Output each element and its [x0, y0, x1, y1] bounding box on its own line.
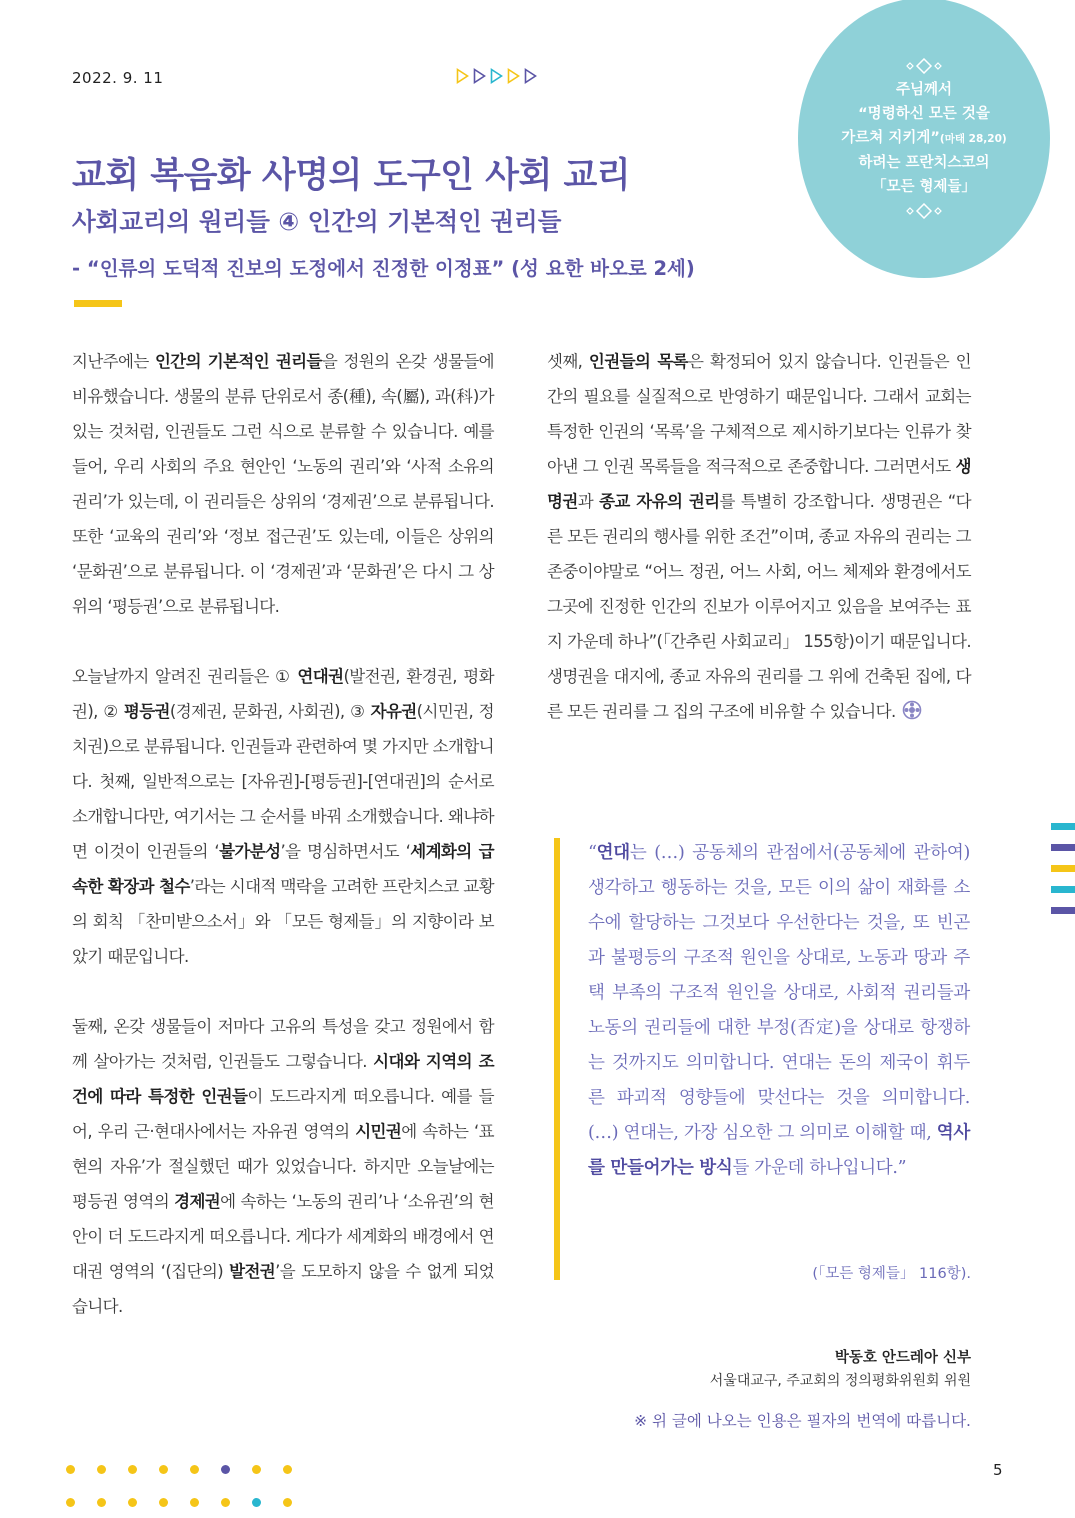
dot-ornament: [66, 1459, 314, 1478]
badge-line: 주님께서: [895, 81, 953, 98]
flower-end-mark-icon: [902, 700, 922, 720]
page-subtitle-quote: - “인류의 도덕적 진보의 도정에서 진정한 이정표” (성 요한 바오로 2세): [72, 257, 695, 280]
page-title: 교회 복음화 사명의 도구인 사회 교리: [72, 156, 631, 196]
play-arrow-icon: [524, 68, 537, 84]
badge-line: 가르쳐 지키게”(마태 28,20): [841, 129, 1007, 146]
play-arrow-icon: [507, 68, 520, 84]
paragraph: 둘째, 온갖 생물들이 저마다 고유의 특성을 갖고 정원에서 함께 살아가는 것처럼, 인권들도 그렇습니다. 시대와 지역의 조건에 따라 특정한 인권들이 도드라지게 떠오릅니다. 예를 들어, 우리 근·현대사에서는 자유권 영역의 시민권에 속하는 ‘표현의 자유’가 절실했던 때가 있었습니다. 하지만 오늘날에는 평등권 영역의 경제권에 속하는 ‘노동의 권리’나 ‘소유권’의 현안이 더 도드라지게 떠오릅니다. 게다가 세계화의 배경에서 연대권 영역의 ‘(집단의) 발전권’을 도모하지 않을 수 없게 되었습니다.: [72, 1017, 495, 1316]
issue-date: 2022. 9. 11: [72, 69, 164, 87]
page-number: 5: [993, 1461, 1003, 1479]
block-quote: “연대는 (…) 공동체의 관점에서(공동체에 관하여) 생각하고 행동하는 것을, 모든 이의 삶이 재화를 소수에 할당하는 그것보다 우선한다는 것을, 또 빈곤과 불평등의 구조적 원인을 상대로, 노동과 땅과 주택 부족의 구조적 원인을 상대로, 사회적 권리들과 노동의 권리들에 대한 부정(否定)을 상대로 항쟁하는 것까지도 의미합니다. 연대는 돈의 제국이 휘두른 파괴적 영향들에 맞선다는 것을 의미합니다. (…) 연대는, 가장 심오한 그 의미로 이해할 때, 역사를 만들어가는 방식들 가운데 하나입니다.”: [588, 843, 970, 1178]
paragraph: 셋째, 인권들의 목록은 확정되어 있지 않습니다. 인권들은 인간의 필요를 실질적으로 반영하기 때문입니다. 그래서 교회는 특정한 인권의 ‘목록’을 구체적으로 제시하기보다는 인류가 찾아낸 그 인권 목록들을 적극적으로 존중합니다. 그러면서도 생명권과 종교 자유의 권리를 특별히 강조합니다. 생명권은 “다른 모든 권리의 행사를 위한 조건”이며, 종교 자유의 권리는 그 존중이야말로 “어느 정권, 어느 사회, 어느 체제와 환경에서도 그곳에 진정한 인간의 진보가 이루어지고 있음을 보여주는 표지 가운데 하나”(「간추린 사회교리」 155항)이기 때문입니다. 생명권을 대지에, 종교 자유의 권리를 그 위에 건축된 집에, 다른 모든 권리를 그 집의 구조에 비유할 수 있습니다.: [547, 352, 972, 721]
author-name: 박동호 안드레아 신부: [834, 1350, 971, 1366]
quote-source: (「모든 형제들」 116항).: [812, 1266, 971, 1282]
page-subtitle: 사회교리의 원리들 ④ 인간의 기본적인 권리들: [72, 207, 562, 236]
paragraph: 지난주에는 인간의 기본적인 권리들을 정원의 온갖 생물들에 비유했습니다. 생물의 분류 단위로서 종(種), 속(屬), 과(科)가 있는 것처럼, 인권들도 그런 식으로 분류할 수 있습니다. 예를 들어, 우리 사회의 주요 현안인 ‘노동의 권리’와 ‘사적 소유의 권리’가 있는데, 이 권리들은 상위의 ‘경제권’으로 분류됩니다. 또한 ‘교육의 권리’와 ‘정보 접근권’도 있는데, 이들은 상위의 ‘문화권’으로 분류됩니다. 이 ‘경제권’과 ‘문화권’은 다시 그 상위의 ‘평등권’으로 분류됩니다.: [72, 352, 495, 616]
quote-bar: [554, 838, 560, 1280]
right-column: [547, 344, 971, 764]
translation-note: ※ 위 글에 나오는 인용은 필자의 번역에 따릅니다.: [634, 1412, 971, 1430]
badge-line: “명령하신 모든 것을: [858, 105, 990, 122]
diamond-ornament-icon: [896, 203, 952, 219]
side-stripes: [1051, 823, 1075, 928]
scripture-badge: [798, 0, 1050, 278]
play-arrow-icon: [473, 68, 486, 84]
arrow-ornament: [456, 68, 537, 84]
paragraph: 오늘날까지 알려진 권리들은 ① 연대권(발전권, 환경권, 평화권), ② 평등권(경제권, 문화권, 사회권), ③ 자유권(시민권, 정치권)으로 분류됩니다. 인권들과 관련하여 몇 가지만 소개합니다. 첫째, 일반적으로는 [자유권]-[평등권]-[연대권]의 순서로 소개합니다만, 여기서는 그 순서를 바꿔 소개했습니다. 왜냐하면 이것이 인권들의 ‘불가분성’을 명심하면서도 ‘세계화의 급속한 확장과 철수’라는 시대적 맥락을 고려한 프란치스코 교황의 회칙 「찬미받으소서」와 「모든 형제들」의 지향이라 보았기 때문입니다.: [72, 667, 495, 966]
play-arrow-icon: [490, 68, 503, 84]
dot-ornament: [66, 1492, 314, 1511]
author-role: 서울대교구, 주교회의 정의평화위원회 위원: [709, 1373, 971, 1389]
left-column: [72, 344, 494, 1359]
accent-bar: [74, 300, 122, 307]
badge-line: 「모든 형제들」: [871, 178, 977, 195]
diamond-ornament-icon: [896, 58, 952, 74]
badge-reference: (마태 28,20): [939, 132, 1007, 145]
play-arrow-icon: [456, 68, 469, 84]
badge-line: 하려는 프란치스코의: [858, 154, 990, 171]
